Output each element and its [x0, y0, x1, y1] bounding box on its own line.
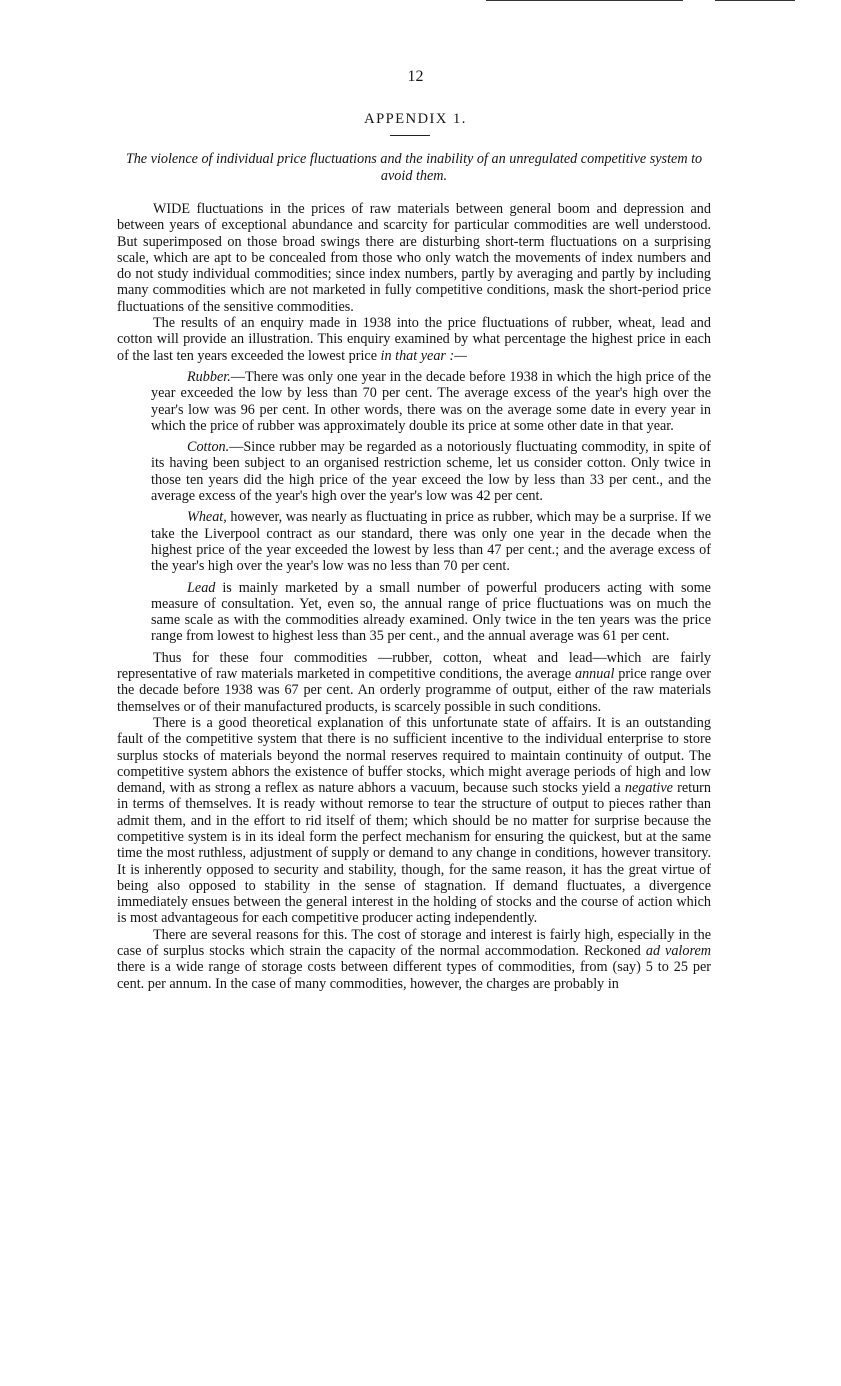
paragraph-summary: Thus for these four commodities —rubber, cotton, wheat and lead—which are fairly representative of raw materials marketed in competitive conditions, the average annual price range over the decade before 1938 was 67 per cent. An orderly programme of output, either of the raw materials themselves or of their manufactured products, is scarcely possible in such conditions. — [117, 649, 711, 715]
paragraph-cotton: Cotton.—Since rubber may be regarded as a notoriously fluctuating commodity, in spite of its having been subject to an organised restriction scheme, let us consider cotton. Only twice in those ten years did the high price of the year exceed the low by less than 33 per cent., and the average excess of the year's high over the year's low was 42 per cent. — [151, 439, 711, 505]
page-number: 12 — [407, 68, 424, 85]
appendix-subtitle: The violence of individual price fluctuations and the inability of an unregulated competitive system to avoid them. — [125, 151, 703, 184]
paragraph-lead: Lead is mainly marketed by a small number of powerful producers acting with some measure of consultation. Yet, even so, the annual range of price fluctuations was on much the same scale as with the commodities already examined. Only twice in the ten years was the price range from lowest to highest less than 35 per cent., and the annual average was 61 per cent. — [151, 579, 711, 645]
wheat-lead-in: Wheat, — [187, 509, 227, 526]
paragraph-theory: There is a good theoretical explanation of this unfortunate state of affairs. It is an outstanding fault of the competitive system that there is no sufficient incentive to the individual enterprise to store surplus stocks of materials beyond the normal reserves required to maintain continuity of output. The competitive system abhors the existence of buffer stocks, which might average periods of high and low demand, with as strong a reflex as nature abhors a vacuum, because such stocks yield a negative return in terms of themselves. It is ready without remorse to tear the structure of output to pieces rather than admit them, and in the effort to rid itself of them; which should be no matter for surprise because the competitive system is in its ideal form the perfect mechanism for ensuring the quickest, but at the same time the most ruthless, adjustment of supply or demand to any change in conditions, however transitory. It is inherently opposed to security and stability, though, for the same reason, it has the great virtue of being also opposed to stability in the sense of stagnation. If demand fluctuates, a divergence immediately ensues between the general interest in the holding of stocks and the course of action which is most advantageous for each competitive producer acting independently. — [117, 714, 711, 927]
appendix-title: APPENDIX 1. — [364, 111, 467, 127]
top-edge-rule — [486, 0, 683, 1]
top-edge-rule — [715, 0, 795, 1]
paragraph-rubber: Rubber.—There was only one year in the decade before 1938 in which the high price of the year exceeded the low by less than 70 per cent. The average excess of the year's high over the year's low was 96 per cent. In other words, there was on the average some date in every year in which the price of rubber was approximately double its price at some other date in that year. — [151, 368, 711, 434]
paragraph-intro: WIDE fluctuations in the prices of raw materials between general boom and depression and between years of exceptional abundance and scarcity for particular commodities are well understood. But superimposed on those broad swings there are disturbing short-term fluctuations on a surprising scale, which are apt to be concealed from those who only watch the movements of index numbers and do not study individual commodities; since index numbers, partly by averaging and partly by including many commodities which are not marketed in fully competitive conditions, mask the short-period price fluctuations of the sensitive commodities. — [117, 201, 711, 315]
lead-lead-in: Lead — [187, 579, 216, 596]
title-underline-rule — [390, 135, 430, 136]
paragraph-reasons: There are several reasons for this. The cost of storage and interest is fairly high, especially in the case of surplus stocks which strain the capacity of the normal accommodation. Reckoned ad valorem there is a wide range of storage costs between different types of commodities, from (say) 5 to 25 per cent. per annum. In the case of many commodities, however, the charges are probably in — [117, 926, 712, 992]
body-text — [117, 201, 711, 992]
rubber-lead-in: Rubber. — [187, 368, 231, 385]
paragraph-wheat: Wheat, however, was nearly as fluctuating in price as rubber, which may be a surprise. If we take the Liverpool contract as our standard, there was only one year in the decade when the highest price of the year exceeded the lowest by less than 47 per cent.; and the average excess of the year's high over the year's low was no less than 70 per cent. — [151, 509, 711, 575]
cotton-lead-in: Cotton. — [187, 439, 230, 456]
paragraph-enquiry: The results of an enquiry made in 1938 into the price fluctuations of rubber, wheat, lead and cotton will provide an illustration. This enquiry examined by what percentage the highest price in each of the last ten years exceeded the lowest price in that year :— — [117, 315, 711, 364]
